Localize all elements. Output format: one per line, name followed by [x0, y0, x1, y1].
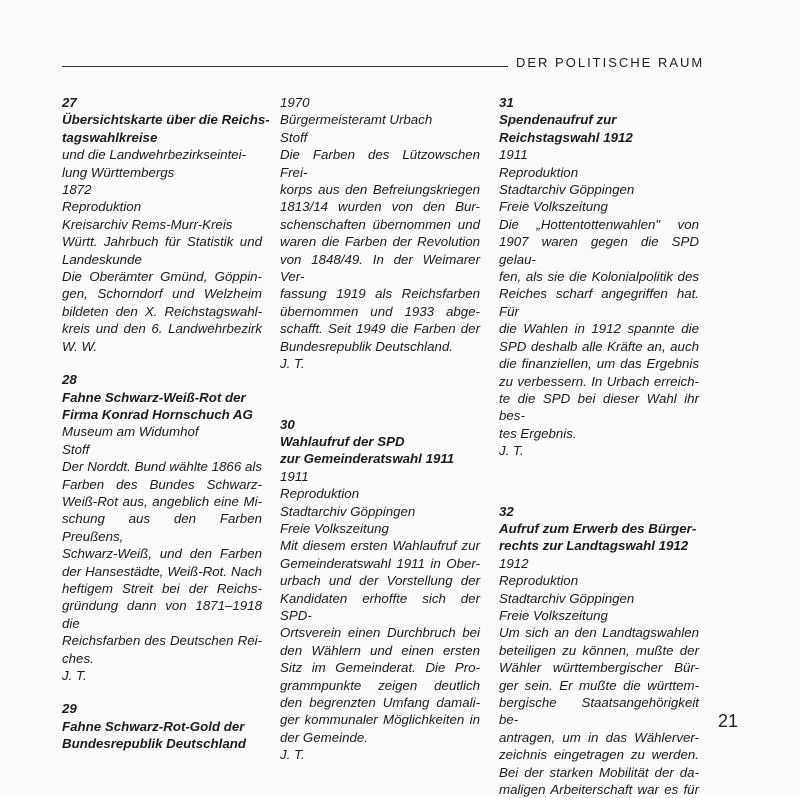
entry-year: 1912 — [499, 555, 529, 571]
entry-title: Reichstagswahl 1912 — [499, 129, 633, 145]
entry-description: bildeten den X. Reichstagswahl- — [62, 303, 262, 319]
entry-description: waren die Farben der Revolution — [280, 234, 480, 250]
entry-title: Bundesrepublik Deutschland — [62, 736, 246, 752]
entry-year: 1911 — [499, 147, 528, 163]
entry-description: übernommen und 1933 abge- — [280, 303, 480, 319]
entry-author: W. W. — [62, 338, 98, 354]
catalog-entry-32 — [499, 503, 699, 798]
column-1 — [62, 94, 270, 753]
entry-description: grammpunkte zeigen deutlich — [280, 677, 480, 693]
catalog-entry-28 — [62, 371, 262, 684]
entry-description: maligen Arbeiterschaft war es für — [499, 782, 699, 798]
catalog-entry-31 — [499, 94, 699, 460]
entry-description: urbach und der Vorstellung der — [280, 573, 480, 589]
entry-description: 1813/14 wurden von den Bur- — [280, 199, 480, 215]
entry-source: Freie Volkszeitung — [499, 199, 608, 215]
entry-type: Reproduktion — [280, 486, 360, 502]
entry-number: 28 — [62, 372, 77, 388]
entry-source: Museum am Widumhof — [62, 424, 199, 440]
entry-source: Landeskunde — [62, 251, 142, 267]
entry-number: 30 — [280, 416, 295, 432]
entry-description: SPD deshalb alle Kräfte an, auch — [499, 338, 699, 354]
entry-description: den begrenzten Umfang damali- — [280, 695, 480, 710]
entry-description: tes Ergebnis. — [499, 425, 577, 441]
entry-number: 27 — [62, 95, 77, 110]
entry-title: Aufruf zum Erwerb des Bürger- — [499, 520, 697, 536]
entry-title: rechts zur Landtagswahl 1912 — [499, 538, 689, 554]
entry-description: Wähler württembergischer Bür- — [499, 660, 699, 676]
entry-description: fassung 1919 als Reichsfarben — [280, 286, 480, 302]
entry-description: Sitz im Gemeinderat. Die Pro- — [280, 660, 480, 676]
entry-type: Reproduktion — [62, 199, 142, 215]
entry-description: die finanziellen, um das Ergebnis — [499, 356, 699, 372]
entry-description: Weiß-Rot aus, angeblich eine Mi- — [62, 493, 262, 509]
entry-subtitle: lung Württembergs — [62, 164, 175, 180]
entry-description: Farben des Bundes Schwarz- — [62, 476, 262, 492]
entry-description: Die Oberämter Gmünd, Göppin- — [62, 269, 262, 285]
entry-source: Freie Volkszeitung — [280, 520, 389, 536]
entry-description: Ortsverein einen Durchbruch bei — [280, 625, 480, 641]
entry-title: Spendenaufruf zur — [499, 112, 617, 128]
entry-title: Fahne Schwarz-Weiß-Rot der — [62, 389, 246, 405]
entry-author: J. T. — [280, 356, 305, 372]
entry-description: Reichsfarben des Deutschen Rei- — [62, 633, 262, 649]
entry-description: Gemeinderatswahl 1911 in Ober- — [280, 555, 480, 571]
entry-description: zeichnis eingetragen zu werden. — [499, 747, 699, 763]
entry-description: schenschaften übernommen und — [280, 216, 480, 232]
entry-description: 1907 waren gegen die SPD gelau- — [499, 234, 699, 267]
entry-description: zu verbessern. In Urbach erreich- — [499, 373, 699, 389]
entry-description: Um sich an den Landtagswahlen — [499, 625, 699, 641]
entry-type: Stoff — [62, 441, 90, 457]
header-rule — [62, 66, 508, 67]
entry-description: Der Norddt. Bund wählte 1866 als — [62, 459, 262, 475]
entry-description: schung aus den Farben Preußens, — [62, 511, 262, 544]
entry-description: beteiligen zu können, mußte der — [499, 642, 699, 658]
entry-title: Übersichtskarte über die Reichs- — [62, 112, 270, 128]
entry-title: Fahne Schwarz-Rot-Gold der — [62, 718, 245, 734]
entry-description: korps aus den Befreiungskriegen — [280, 182, 480, 198]
entry-source: Kreisarchiv Rems-Murr-Kreis — [62, 216, 233, 232]
entry-subtitle: und die Landwehrbezirkseintei- — [62, 147, 247, 163]
entry-description: bergische Staatsangehörigkeit be- — [499, 695, 699, 728]
entry-title: Firma Konrad Hornschuch AG — [62, 406, 253, 422]
entry-description: gen, Schorndorf und Welzheim — [62, 286, 262, 302]
entry-number: 32 — [499, 503, 514, 519]
entry-description: Mit diesem ersten Wahlaufruf zur — [280, 538, 480, 554]
section-header: DER POLITISCHE RAUM — [516, 55, 705, 70]
entry-source: Bürgermeisteramt Urbach — [280, 112, 433, 128]
entry-description: die Wahlen in 1912 spannte die — [499, 321, 699, 337]
entry-source: Stadtarchiv Göppingen — [499, 590, 635, 606]
entry-description: gründung dann von 1871–1918 die — [62, 598, 262, 631]
entry-description: Schwarz-Weiß, und den Farben — [62, 546, 262, 562]
entry-type: Reproduktion — [499, 573, 579, 589]
entry-source: Stadtarchiv Göppingen — [499, 182, 635, 198]
entry-number: 31 — [499, 95, 514, 110]
entry-description: heftigem Streit bei der Reichs- — [62, 580, 262, 596]
entry-title: zur Gemeinderatswahl 1911 — [280, 451, 455, 467]
entry-source: Freie Volkszeitung — [499, 607, 608, 623]
column-3 — [499, 94, 699, 798]
page-number: 21 — [718, 711, 739, 731]
entry-description: den Wählern und einen ersten — [280, 642, 480, 658]
entry-description: von 1848/49. In der Weimarer Ver- — [280, 251, 480, 285]
entry-description: fen, als sie die Kolonialpolitik des — [499, 269, 699, 285]
entry-description: te die SPD bei dieser Wahl ihr bes- — [499, 390, 699, 424]
entry-description: ches. — [62, 650, 94, 666]
catalog-entry-30 — [280, 416, 480, 764]
entry-description: kreis und den 6. Landwehrbezirk — [62, 321, 262, 337]
entry-description: Reiches scharf angegriffen hat. Für — [499, 286, 699, 319]
entry-description: der Hansestädte, Weiß-Rot. Nach — [62, 563, 262, 579]
entry-author: J. T. — [62, 668, 87, 683]
entry-author: J. T. — [499, 443, 524, 459]
entry-description: Die „Hottentottenwahlen" von — [499, 216, 699, 232]
catalog-entry-27 — [62, 94, 270, 355]
entry-description: antragen, um in das Wählerver- — [499, 729, 699, 745]
entry-year: 1970 — [280, 95, 310, 110]
entry-author: J. T. — [280, 747, 305, 763]
entry-type: Reproduktion — [499, 164, 579, 180]
column-2 — [280, 94, 480, 764]
entry-description: der Gemeinde. — [280, 729, 368, 745]
entry-description: Bei der starken Mobilität der da- — [499, 764, 699, 780]
catalog-entry-29 — [62, 700, 262, 752]
entry-description: Kandidaten erhoffte sich der SPD- — [280, 590, 480, 623]
entry-description: schafft. Seit 1949 die Farben der — [280, 321, 480, 337]
catalog-entry-29-continued — [280, 94, 480, 373]
entry-number: 29 — [62, 701, 77, 717]
entry-title: Wahlaufruf der SPD — [280, 433, 405, 449]
entry-title: tagswahlkreise — [62, 129, 158, 145]
entry-description: Bundesrepublik Deutschland. — [280, 338, 453, 354]
entry-description: ger sein. Er mußte die württem- — [499, 677, 699, 693]
entry-description: ger kommunaler Möglichkeiten in — [280, 712, 480, 728]
entry-year: 1872 — [62, 182, 92, 198]
entry-year: 1911 — [280, 468, 309, 484]
entry-source: Stadtarchiv Göppingen — [280, 503, 416, 519]
entry-source: Württ. Jahrbuch für Statistik und — [62, 234, 262, 250]
entry-description: Die Farben des Lützowschen Frei- — [280, 147, 480, 180]
entry-type: Stoff — [280, 129, 308, 145]
